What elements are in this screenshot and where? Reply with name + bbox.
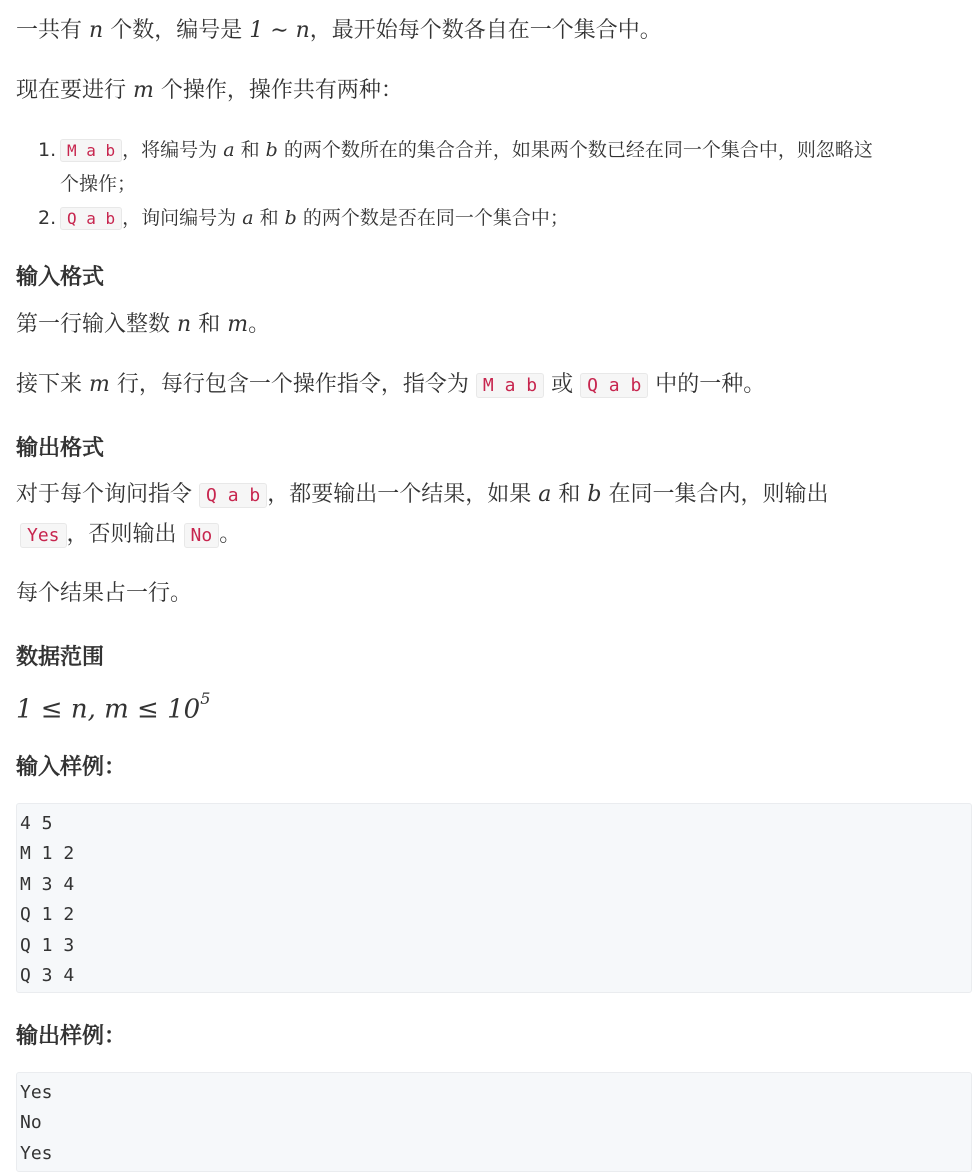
math-b: b xyxy=(284,207,297,229)
inline-code: Q a b xyxy=(199,483,267,508)
op-list-item-1-cont xyxy=(60,170,136,198)
text: ，将编号为 xyxy=(122,139,218,161)
text: 个操作，操作共有两种： xyxy=(160,78,403,103)
code-line: Q 1 2 xyxy=(20,904,75,926)
text: 在同一集合内，则输出 xyxy=(608,482,829,507)
text: 现在要进行 xyxy=(16,78,127,103)
text: ，询问编号为 xyxy=(122,207,237,229)
math-range: 1 ∼ n xyxy=(249,18,310,43)
text: 接下来 xyxy=(16,372,83,397)
math-a: a xyxy=(223,139,235,161)
text: 个数，编号是 xyxy=(110,18,243,43)
math-a: a xyxy=(538,482,552,507)
text: 或 xyxy=(551,372,574,397)
text: 一共有 xyxy=(16,18,83,43)
text: 和 xyxy=(558,482,581,507)
text: 。 xyxy=(219,522,242,547)
code-line: Q 3 4 xyxy=(20,965,75,987)
output-format-p1 xyxy=(16,480,828,511)
code-line: M 1 2 xyxy=(20,843,75,865)
data-range-heading: 数据范围 xyxy=(16,645,105,670)
data-range-formula xyxy=(16,685,210,728)
math-m: m xyxy=(89,372,110,397)
input-format-p1 xyxy=(16,310,270,340)
text: 第一行输入整数 xyxy=(16,312,171,337)
formula: 1 ≤ n, m ≤ 10 xyxy=(16,694,201,725)
text: 和 xyxy=(240,139,260,161)
input-format-p2 xyxy=(16,370,765,401)
math-a: a xyxy=(242,207,254,229)
code-line: Q 1 3 xyxy=(20,934,75,956)
inline-code: Q a b xyxy=(580,373,648,398)
inline-code: Yes xyxy=(20,523,67,548)
text: ，最开始每个数各自在一个集合中。 xyxy=(309,18,662,43)
op-list-item-1 xyxy=(38,136,873,165)
sample-input-heading: 输入样例： xyxy=(16,755,127,780)
list-marker: 2. xyxy=(38,207,57,229)
math-n: n xyxy=(89,18,104,43)
code-line: No xyxy=(20,1112,42,1134)
code-line: Yes xyxy=(20,1142,53,1164)
intro-line-1 xyxy=(16,16,662,46)
inline-code: M a b xyxy=(476,373,544,398)
text: 个操作； xyxy=(60,173,137,195)
sample-input-block xyxy=(16,803,972,993)
text: 对于每个询问指令 xyxy=(16,482,193,507)
code-line: Yes xyxy=(20,1082,53,1103)
output-format-p1-cont xyxy=(20,520,241,551)
text: 的两个数是否在同一个集合中； xyxy=(302,207,569,229)
inline-code: Q a b xyxy=(60,207,122,230)
inline-code: No xyxy=(184,523,220,548)
inline-code: M a b xyxy=(60,139,122,162)
formula-exponent: 5 xyxy=(200,689,211,708)
text: ，都要输出一个结果，如果 xyxy=(267,482,532,507)
code-line: 4 5 xyxy=(20,813,53,834)
text: 和 xyxy=(259,207,279,229)
text: ，否则输出 xyxy=(66,522,177,547)
output-format-p2: 每个结果占一行。 xyxy=(16,581,193,606)
list-marker: 1. xyxy=(38,139,57,161)
math-m: m xyxy=(227,312,249,337)
text: 。 xyxy=(248,312,271,337)
math-b: b xyxy=(265,139,278,161)
text: 的两个数所在的集合合并，如果两个数已经在同一个集合中，则忽略这 xyxy=(283,139,873,161)
code-line: M 3 4 xyxy=(20,873,75,895)
input-format-heading: 输入格式 xyxy=(16,265,105,290)
output-format-heading: 输出格式 xyxy=(16,436,105,461)
text: 中的一种。 xyxy=(655,372,766,397)
op-list-item-2 xyxy=(38,204,569,233)
intro-line-2 xyxy=(16,76,403,106)
text: 和 xyxy=(198,312,221,337)
sample-output-block xyxy=(16,1072,972,1172)
math-b: b xyxy=(587,482,602,507)
math-m: m xyxy=(133,78,154,103)
math-n: n xyxy=(177,312,192,337)
text: 行，每行包含一个操作指令，指令为 xyxy=(116,372,469,397)
sample-output-heading: 输出样例： xyxy=(16,1024,127,1049)
